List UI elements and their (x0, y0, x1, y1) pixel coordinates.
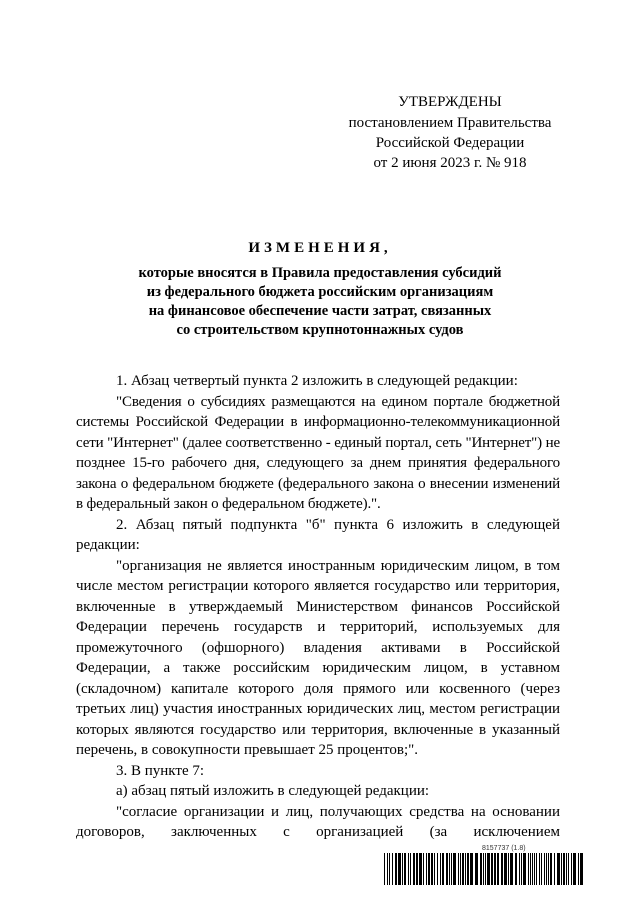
subtitle-line-3: на финансовое обеспечение части затрат, связанных (148, 303, 492, 319)
document-subtitle (60, 264, 580, 340)
paragraph-1: 1. Абзац четвертый пункта 2 изложить в следующей редакции: (116, 373, 518, 389)
document-code: 8157737 (1.8) (482, 845, 526, 852)
approval-line-3: от 2 июня 2023 г. № 918 (373, 155, 527, 171)
subtitle-line-4: со строительством крупнотоннажных судов (176, 322, 464, 338)
paragraph-6: а) абзац пятый изложить в следующей редакции: (116, 783, 430, 799)
paragraph-4: "организация не является иностранным юридическим лицом, в том числе местом регистрации которого является государство или территория, включенные в утверждаемый Министерством финансов Российской Федерации перечень государств и территорий, используемых для промежуточного (офшорного) владения активами в Российской Федерации, а также российским юридическим лицом, в уставном (складочном) капитале которого доля прямого или косвенного (через третьих лиц) участия иностранных юридических лиц, местом регистрации которых являются государство или территория, включенные в указанный перечень, в совокупности превышает 25 процентов;". (76, 557, 560, 758)
subtitle-line-2: из федерального бюджета российским организациям (146, 284, 494, 300)
approval-line-1: постановлением Правительства (348, 115, 552, 131)
subtitle-line-1: которые вносятся в Правила предоставления субсидий (138, 265, 502, 281)
paragraph-3: 2. Абзац пятый подпункта "б" пункта 6 изложить в следующей редакции: (76, 516, 560, 553)
paragraph-2: "Сведения о субсидиях размещаются на едином портале бюджетной системы Российской Федерации в информационно-телекоммуникационной сети "Интернет" (далее соответственно - единый портал, сеть "Интернет") не позднее 15-го рабочего дня, следующего за днем принятия федерального закона о федеральном бюджете (федерального закона о внесении изменений в федеральный закон о федеральном бюджете).". (76, 393, 560, 512)
paragraph-5: 3. В пункте 7: (116, 762, 205, 779)
document-title: ИЗМЕНЕНИЯ, (248, 240, 392, 256)
approval-title: УТВЕРЖДЕНЫ (398, 94, 502, 110)
paragraph-7: "согласие организации и лиц, получающих средства на основании договоров, заключенных с организацией (за исключением (76, 803, 560, 840)
approval-line-2: Российской Федерации (375, 135, 525, 151)
approval-stamp (330, 92, 570, 173)
document-footer (384, 845, 584, 887)
barcode-icon (384, 853, 584, 885)
document-body (76, 371, 560, 843)
